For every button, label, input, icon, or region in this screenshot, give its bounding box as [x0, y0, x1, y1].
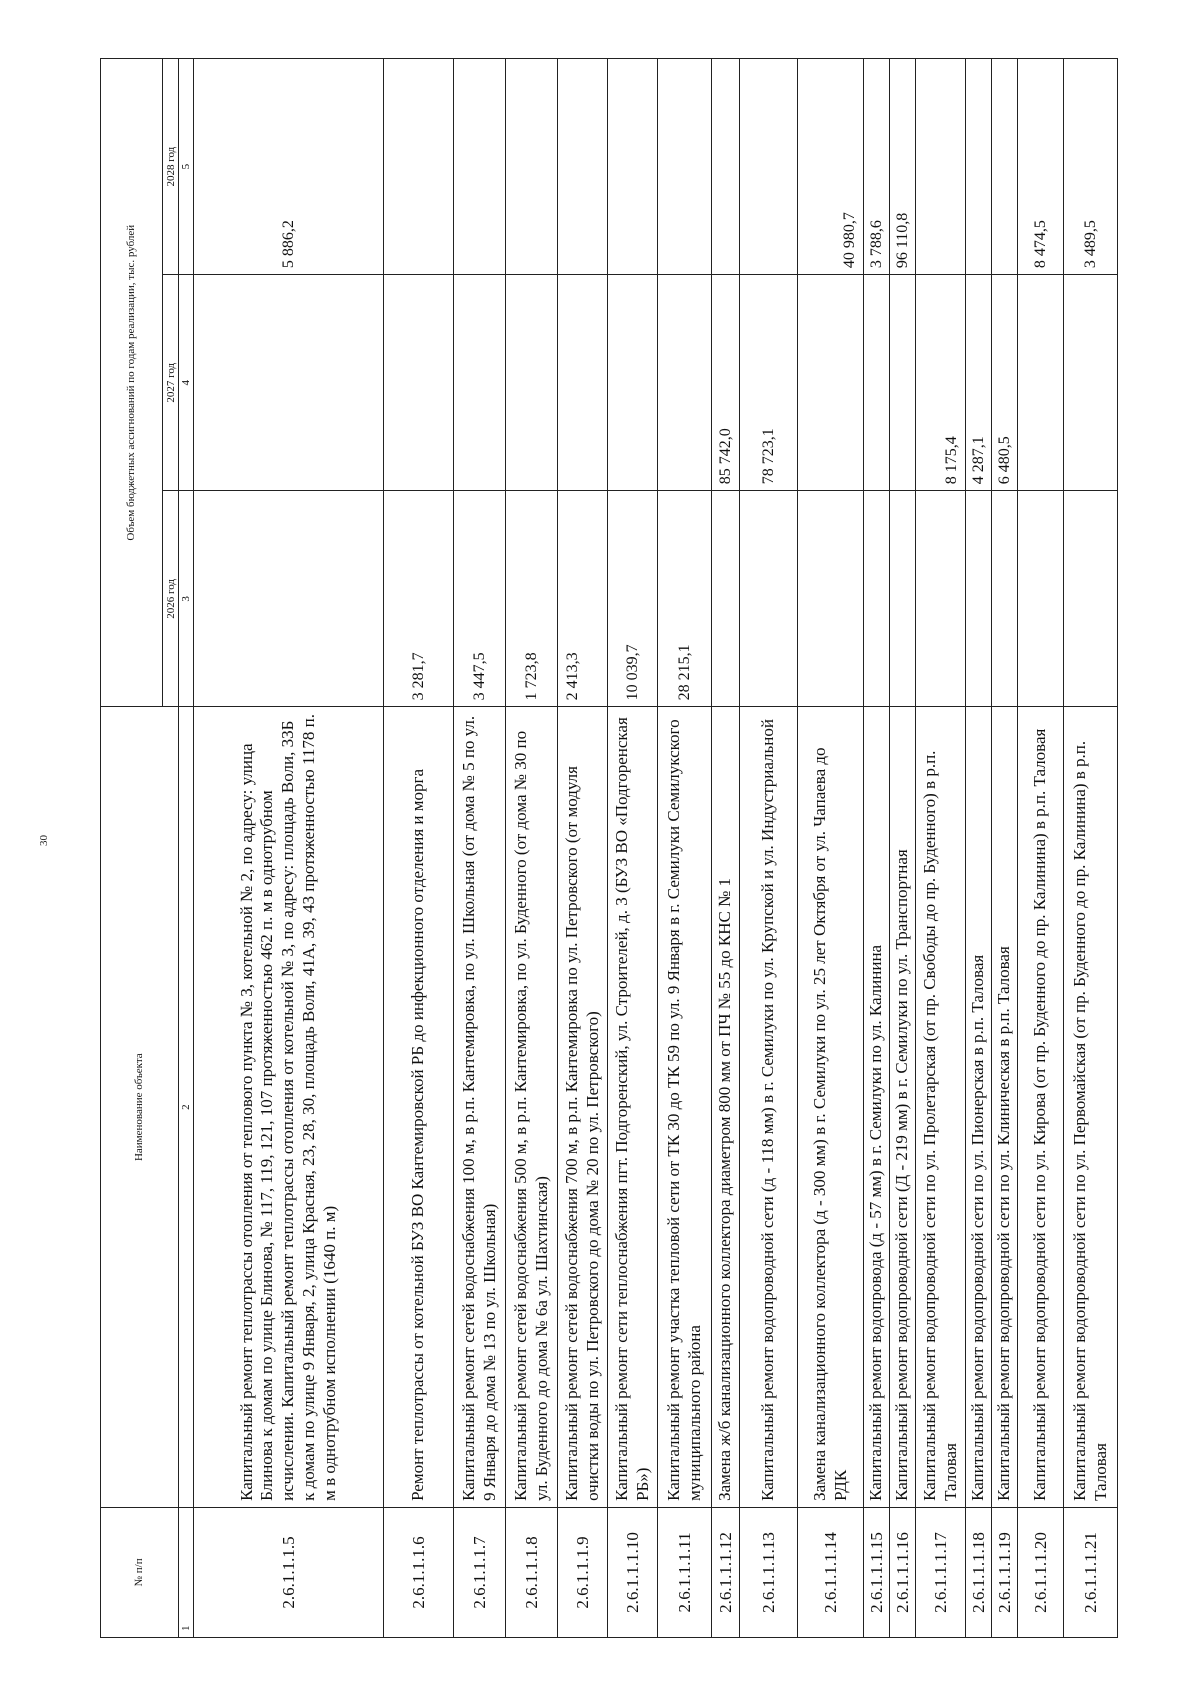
row-object-name: Капитальный ремонт водопроводной сети по ул. Кирова (от пр. Буденного до пр. Калинина) в р.п. Таловая	[1018, 707, 1064, 1508]
row-value-2027: 4 287,1	[966, 275, 992, 491]
row-object-name: Капитальный ремонт водопроводной сети по ул. Пролетарская (от пр. Свободы до пр. Буденного) в р.п. Таловая	[916, 707, 966, 1508]
row-object-name: Капитальный ремонт водопроводной сети по ул. Первомайская (от пр. Буденного до пр. Калинина) в р.п. Таловая	[1064, 707, 1118, 1508]
row-number: 2.6.1.1.1.19	[992, 1507, 1018, 1637]
row-value-2027	[658, 275, 712, 491]
row-value-2028	[712, 59, 740, 275]
row-value-2027	[798, 275, 864, 491]
row-value-2026: 3 447,5	[454, 491, 506, 707]
row-number: 2.6.1.1.1.6	[384, 1507, 454, 1637]
row-value-2026: 1 723,8	[506, 491, 558, 707]
row-number: 2.6.1.1.1.9	[558, 1507, 608, 1637]
header-index-2: 2	[179, 707, 194, 1508]
row-value-2027	[558, 275, 608, 491]
row-value-2026	[798, 491, 864, 707]
row-value-2026: 28 215,1	[658, 491, 712, 707]
table-row	[890, 59, 916, 1638]
row-value-2028	[558, 59, 608, 275]
row-value-2026	[712, 491, 740, 707]
row-number: 2.6.1.1.1.7	[454, 1507, 506, 1637]
header-year-2028: 2028 год	[163, 59, 179, 275]
row-number: 2.6.1.1.1.18	[966, 1507, 992, 1637]
table-row	[194, 59, 384, 1638]
table-row	[966, 59, 992, 1638]
row-value-2026	[194, 491, 384, 707]
header-object-name: Наименование объекта	[101, 707, 179, 1508]
header-budget: Объем бюджетных ассигнований по годам реализации, тыс. рублей	[101, 59, 163, 707]
table-row	[384, 59, 454, 1638]
row-value-2028: 3 489,5	[1064, 59, 1118, 275]
row-value-2028	[658, 59, 712, 275]
row-value-2026	[740, 491, 798, 707]
row-object-name: Капитальный ремонт водопроводной сети (д - 118 мм) в г. Семилуки по ул. Крупской и ул. Индустриальной	[740, 707, 798, 1508]
header-number: № п/п	[101, 1507, 179, 1637]
row-number: 2.6.1.1.1.10	[608, 1507, 658, 1637]
row-value-2027: 8 175,4	[916, 275, 966, 491]
row-value-2026	[890, 491, 916, 707]
row-value-2028: 40 980,7	[798, 59, 864, 275]
header-index-1: 1	[179, 1507, 194, 1637]
row-object-name: Капитальный ремонт сети теплоснабжения пгт. Подгоренский, ул. Строителей, д. 3 (БУЗ ВО «Подгоренская РБ»)	[608, 707, 658, 1508]
table-row	[454, 59, 506, 1638]
row-value-2027	[864, 275, 890, 491]
row-value-2028	[966, 59, 992, 275]
table-row	[506, 59, 558, 1638]
row-value-2027: 78 723,1	[740, 275, 798, 491]
row-value-2026	[992, 491, 1018, 707]
row-value-2026	[1064, 491, 1118, 707]
table-row	[740, 59, 798, 1638]
row-number: 2.6.1.1.1.21	[1064, 1507, 1118, 1637]
row-value-2028: 3 788,6	[864, 59, 890, 275]
row-value-2027	[1018, 275, 1064, 491]
row-object-name: Капитальный ремонт сетей водоснабжения 500 м, в р.п. Кантемировка, по ул. Буденного (от дома № 30 по ул. Буденного до дома № 6а ул. Шахтинская)	[506, 707, 558, 1508]
row-value-2026	[966, 491, 992, 707]
row-value-2028: 5 886,2	[194, 59, 384, 275]
row-object-name: Капитальный ремонт сетей водоснабжения 100 м, в р.п. Кантемировка, по ул. Школьная (от дома № 5 по ул. 9 Января до дома № 13 по ул. Школьная)	[454, 707, 506, 1508]
header-year-2027: 2027 год	[163, 275, 179, 491]
header-index-4: 4	[179, 275, 194, 491]
row-object-name: Замена канализационного коллектора (д - 300 мм) в г. Семилуки по ул. 25 лет Октября от ул. Чапаева до РДК	[798, 707, 864, 1508]
row-value-2027	[608, 275, 658, 491]
row-value-2027	[890, 275, 916, 491]
row-value-2028	[608, 59, 658, 275]
header-index-3: 3	[179, 491, 194, 707]
table-row	[712, 59, 740, 1638]
row-object-name: Ремонт теплотрассы от котельной БУЗ ВО Кантемировской РБ до инфекционного отделения и морга	[384, 707, 454, 1508]
row-value-2026: 2 413,3	[558, 491, 608, 707]
budget-table	[100, 58, 1118, 1638]
row-value-2028	[740, 59, 798, 275]
row-value-2027: 85 742,0	[712, 275, 740, 491]
row-value-2027: 6 480,5	[992, 275, 1018, 491]
row-value-2027	[454, 275, 506, 491]
row-object-name: Капитальный ремонт водопроводной сети по ул. Клиническая в р.п. Таловая	[992, 707, 1018, 1508]
row-value-2027	[1064, 275, 1118, 491]
row-number: 2.6.1.1.1.15	[864, 1507, 890, 1637]
row-number: 2.6.1.1.1.17	[916, 1507, 966, 1637]
table-row	[916, 59, 966, 1638]
row-value-2028: 96 110,8	[890, 59, 916, 275]
table-row	[864, 59, 890, 1638]
row-number: 2.6.1.1.1.8	[506, 1507, 558, 1637]
row-object-name: Капитальный ремонт теплотрассы отопления от теплового пункта № 3, котельной № 2, по адресу: улица Блинова к домам по улице Блинова, № 117, 119, 121, 107 протяженностью 462 п. м в однотрубном исчислении. Капитальный ремонт теплотрассы отопления от котельной № 3, по адресу: площадь Воли, 33Б к домам по улице 9 Января, 2, улица Красная, 23, 28, 30, площадь Воли, 41А, 39, 43 протяженностью 1178 п. м в однотрубном исполнении (1640 п. м)	[194, 707, 384, 1508]
row-object-name: Капитальный ремонт водопроводной сети (Д - 219 мм) в г. Семилуки по ул. Транспортная	[890, 707, 916, 1508]
budget-table-sheet	[100, 58, 1110, 1638]
row-value-2028	[916, 59, 966, 275]
row-value-2026: 3 281,7	[384, 491, 454, 707]
row-value-2026	[916, 491, 966, 707]
row-number: 2.6.1.1.1.13	[740, 1507, 798, 1637]
table-row	[608, 59, 658, 1638]
row-value-2027	[384, 275, 454, 491]
row-value-2028	[992, 59, 1018, 275]
header-year-2026: 2026 год	[163, 491, 179, 707]
table-row	[658, 59, 712, 1638]
table-row	[1018, 59, 1064, 1638]
row-object-name: Капитальный ремонт сетей водоснабжения 700 м, в р.п. Кантемировка по ул. Петровского (от модуля очистки воды по ул. Петровского до дома № 20 по ул. Петровского)	[558, 707, 608, 1508]
page-number: 30	[38, 835, 50, 846]
row-value-2028	[506, 59, 558, 275]
row-number: 2.6.1.1.1.20	[1018, 1507, 1064, 1637]
row-object-name: Капитальный ремонт участка тепловой сети от ТК 30 до ТК 59 по ул. 9 Января в г. Семилуки Семилукского муниципального района	[658, 707, 712, 1508]
row-number: 2.6.1.1.1.5	[194, 1507, 384, 1637]
table-row	[798, 59, 864, 1638]
row-value-2026	[1018, 491, 1064, 707]
row-value-2027	[194, 275, 384, 491]
row-value-2028	[454, 59, 506, 275]
row-object-name: Замена ж/б канализационного коллектора диаметром 800 мм от ПЧ № 55 до КНС № 1	[712, 707, 740, 1508]
row-object-name: Капитальный ремонт водопроводной сети по ул. Пионерская в р.п. Таловая	[966, 707, 992, 1508]
row-value-2028	[384, 59, 454, 275]
row-number: 2.6.1.1.1.14	[798, 1507, 864, 1637]
row-number: 2.6.1.1.1.12	[712, 1507, 740, 1637]
table-row	[992, 59, 1018, 1638]
row-value-2026: 10 039,7	[608, 491, 658, 707]
row-value-2026	[864, 491, 890, 707]
table-row	[1064, 59, 1118, 1638]
row-value-2027	[506, 275, 558, 491]
table-row	[558, 59, 608, 1638]
row-number: 2.6.1.1.1.16	[890, 1507, 916, 1637]
row-number: 2.6.1.1.1.11	[658, 1507, 712, 1637]
header-index-5: 5	[179, 59, 194, 275]
row-object-name: Капитальный ремонт водопровода (д - 57 мм) в г. Семилуки по ул. Калинина	[864, 707, 890, 1508]
row-value-2028: 8 474,5	[1018, 59, 1064, 275]
